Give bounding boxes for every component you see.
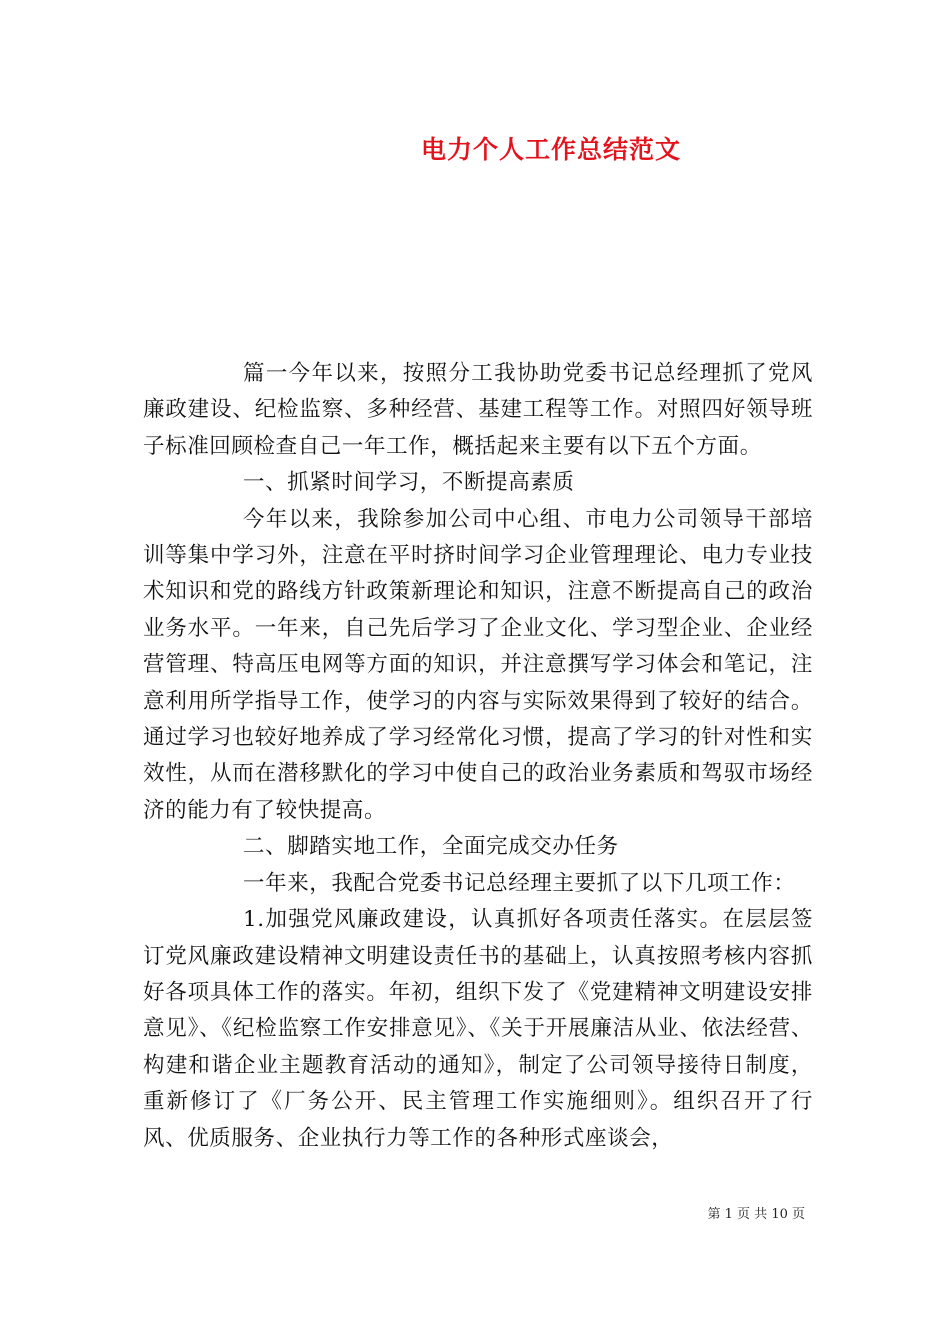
paragraph-intro: 篇一今年以来，按照分工我协助党委书记总经理抓了党风廉政建设、纪检监察、多种经营、基建工程等工作。对照四好领导班子标准回顾检查自己一年工作，概括起来主要有以下五个方面。 bbox=[143, 361, 813, 459]
paragraph-work-intro: 一年来，我配合党委书记总经理主要抓了以下几项工作： bbox=[243, 870, 796, 896]
section-heading-2: 二、脚踏实地工作，全面完成交办任务 bbox=[243, 834, 619, 860]
section-heading-1: 一、抓紧时间学习，不断提高素质 bbox=[243, 470, 575, 496]
paragraph-study: 今年以来，我除参加公司中心组、市电力公司领导干部培训等集中学习外，注意在平时挤时间学习企业管理理论、电力专业技术知识和党的路线方针政策新理论和知识，注意不断提高自己的政治业务水平。一年来，自己先后学习了企业文化、学习型企业、企业经营管理、特高压电网等方面的知识，并注意撰写学习体会和笔记，注意利用所学指导工作，使学习的内容与实际效果得到了较好的结合。通过学习也较好地养成了学习经常化习惯，提高了学习的针对性和实效性，从而在潜移默化的学习中使自己的政治业务素质和驾驭市场经济的能力有了较快提高。 bbox=[143, 506, 813, 823]
paragraph-item-1: 1.加强党风廉政建设，认真抓好各项责任落实。在层层签订党风廉政建设精神文明建设责任书的基础上，认真按照考核内容抓好各项具体工作的落实。年初，组织下发了《党建精神文明建设安排意见》、《纪检监察工作安排意见》、《关于开展廉洁从业、依法经营、构建和谐企业主题教育活动的通知》，制定了公司领导接待日制度，重新修订了《厂务公开、民主管理工作实施细则》。组织召开了行风、优质服务、企业执行力等工作的各种形式座谈会， bbox=[143, 907, 813, 1151]
document-body bbox=[143, 356, 813, 1157]
page-number: 第 1 页 共 10 页 bbox=[707, 1207, 805, 1222]
page-title: 电力个人工作总结范文 bbox=[420, 135, 681, 164]
